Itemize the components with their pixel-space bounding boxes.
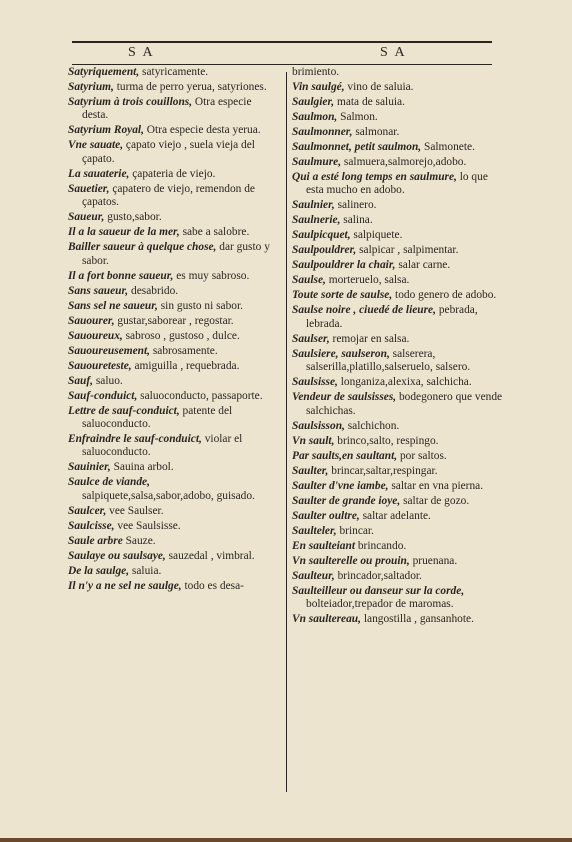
entry-headword: Saulse, xyxy=(292,274,326,287)
entry-definition: salserera, salserilla,platillo,salseruelo, salsero. xyxy=(306,347,471,374)
entry-definition: Salmonete. xyxy=(421,141,475,153)
entry-definition: sin gusto ni sabor. xyxy=(157,299,244,312)
entry-headword: Il a fort bonne saueur, xyxy=(68,269,174,282)
dictionary-entry xyxy=(292,126,504,139)
entry-headword: Saulse noire , ciuedé de lieure, xyxy=(292,304,436,317)
dictionary-entry xyxy=(292,435,504,448)
entry-definition: brincando. xyxy=(355,539,407,552)
entry-definition: desabrido. xyxy=(128,284,179,297)
dictionary-entry xyxy=(68,183,280,210)
page-edge xyxy=(0,838,572,842)
dictionary-entry xyxy=(292,495,504,508)
column-divider xyxy=(286,72,287,792)
entry-definition: salmuera,salmorejo,adobo. xyxy=(341,156,467,168)
dictionary-entry xyxy=(68,535,280,548)
entry-definition: salchichon. xyxy=(344,419,400,432)
entry-headword: Saulcisse, xyxy=(68,519,115,532)
dictionary-entry xyxy=(292,465,504,478)
entry-headword: Saulnerie, xyxy=(292,214,341,227)
entry-definition: sauzedal , vimbral. xyxy=(165,549,255,562)
entry-definition: saluo. xyxy=(93,374,123,387)
entry-definition: brincar. xyxy=(336,524,374,537)
entry-headword: Il a la saueur de la mer, xyxy=(68,226,180,239)
header-left: S A xyxy=(128,45,155,60)
entry-definition: Otra especie desta. xyxy=(82,96,252,122)
entry-definition: mata de saluia. xyxy=(334,96,405,108)
entry-headword: Saulpouldrer, xyxy=(292,244,357,257)
entry-headword: Sauinier, xyxy=(68,461,111,474)
dictionary-entry xyxy=(292,96,504,109)
entry-headword: Vin saulgé, xyxy=(292,81,345,93)
entry-definition: es muy sabroso. xyxy=(173,269,250,282)
header-rule-bottom xyxy=(72,64,492,65)
entry-headword: Saulsisse, xyxy=(292,376,338,389)
entry-definition: sabroso , gustoso , dulce. xyxy=(122,329,240,342)
dictionary-entry xyxy=(292,156,504,169)
dictionary-entry xyxy=(68,390,280,403)
entry-definition: brincador,saltador. xyxy=(334,569,422,582)
entry-definition: çapato viejo , suela vieja del çapato. xyxy=(82,139,255,165)
entry-definition: lo que esta mucho en adobo. xyxy=(306,171,488,197)
dictionary-entry xyxy=(68,375,280,388)
entry-definition: longaniza,alexixa, salchicha. xyxy=(337,376,472,389)
entry-definition: Sauina arbol. xyxy=(110,461,174,474)
entry-definition: saluia. xyxy=(129,564,162,577)
entry-headword: Satyrium à trois couillons, xyxy=(68,96,193,108)
dictionary-entry xyxy=(292,66,504,79)
entry-definition: salinero. xyxy=(334,199,377,212)
entry-definition: Otra especie desta yerua. xyxy=(143,124,261,137)
dictionary-entry xyxy=(292,585,504,612)
dictionary-entry xyxy=(68,315,280,328)
entry-headword: Saulteur, xyxy=(292,569,335,582)
entry-definition: patente del saluoconducto. xyxy=(82,404,233,431)
entry-headword: Vne sauate, xyxy=(68,139,124,152)
dictionary-entry xyxy=(68,580,280,593)
dictionary-entry xyxy=(68,476,280,503)
dictionary-entry xyxy=(68,330,280,343)
dictionary-entry xyxy=(292,199,504,212)
entry-definition: pebrada, lebrada. xyxy=(306,304,478,330)
entry-definition: vee Saulsisse. xyxy=(114,519,181,532)
dictionary-entry xyxy=(68,66,280,79)
entry-headword: Toute sorte de saulse, xyxy=(292,289,393,302)
dictionary-entry xyxy=(292,214,504,227)
entry-headword: Saulce de viande, xyxy=(68,476,150,489)
entry-headword: Saulter d'vne iambe, xyxy=(292,479,389,492)
header-rule-top xyxy=(72,41,492,43)
dictionary-entry xyxy=(68,433,280,460)
dictionary-entry xyxy=(68,241,280,268)
entry-definition: satyricamente. xyxy=(139,66,209,78)
entry-definition: todo genero de adobo. xyxy=(392,289,497,302)
entry-definition: saltar adelante. xyxy=(359,509,431,522)
entry-headword: Sauetier, xyxy=(68,182,110,195)
dictionary-entry xyxy=(68,96,280,123)
entry-definition: salmonar. xyxy=(352,126,400,138)
dictionary-entry xyxy=(292,259,504,272)
entry-definition: brincar,saltar,respingar. xyxy=(328,464,438,477)
header-right: S A xyxy=(380,45,407,60)
entry-definition: salar carne. xyxy=(395,259,451,272)
entry-headword: Vendeur de saulsisses, xyxy=(292,391,397,404)
entry-headword: Saulter, xyxy=(292,464,329,477)
entry-headword: Sans saueur, xyxy=(68,284,129,297)
dictionary-entry xyxy=(292,391,504,418)
entry-headword: Saulnier, xyxy=(292,199,335,212)
running-header xyxy=(0,45,572,63)
entry-definition: çapatero de viejo, remendon de çapatos. xyxy=(82,182,255,209)
entry-definition: salpicar , salpimentar. xyxy=(356,244,459,257)
entry-headword: Saulmon, xyxy=(292,111,338,123)
dictionary-entry xyxy=(68,81,280,94)
entry-headword: Enfraindre le sauf-conduict, xyxy=(68,433,202,446)
entry-definition: dar gusto y sabor. xyxy=(82,241,270,267)
dictionary-entry xyxy=(292,555,504,568)
entry-headword: Saulcer, xyxy=(68,504,107,517)
entry-definition: pruenana. xyxy=(409,554,458,567)
dictionary-entry xyxy=(292,510,504,523)
entry-definition: gusto,sabor. xyxy=(104,211,162,224)
entry-headword: Saulter de grande ioye, xyxy=(292,494,401,507)
dictionary-entry xyxy=(292,333,504,346)
entry-headword: Satyriquement, xyxy=(68,66,140,78)
entry-headword: Satyrium Royal, xyxy=(68,124,144,137)
entry-headword: Saulsisson, xyxy=(292,419,345,432)
dictionary-entry xyxy=(68,270,280,283)
entry-headword: Sauourer, xyxy=(68,314,115,327)
entry-definition: Sauze. xyxy=(122,534,156,547)
entry-definition: sabe a salobre. xyxy=(179,226,250,239)
dictionary-entry xyxy=(292,111,504,124)
entry-headword: Bailler saueur à quelque chose, xyxy=(68,241,217,254)
dictionary-entry xyxy=(68,226,280,239)
entry-headword: La sauaterie, xyxy=(68,167,130,180)
dictionary-entry xyxy=(68,285,280,298)
entry-definition: bodegonero que vende salchichas. xyxy=(306,391,503,417)
dictionary-entry xyxy=(292,229,504,242)
dictionary-entry xyxy=(68,360,280,373)
dictionary-entry xyxy=(68,211,280,224)
entry-definition: turma de perro yerua, satyriones. xyxy=(113,81,267,93)
dictionary-entry xyxy=(68,520,280,533)
entry-headword: Sauoureteste, xyxy=(68,359,132,372)
dictionary-entry xyxy=(68,124,280,137)
dictionary-entry xyxy=(292,304,504,331)
entry-definition: salpiquete,salsa,sabor,adobo, guisado. xyxy=(82,489,255,502)
entry-headword: Saulteler, xyxy=(292,524,337,537)
entry-definition: Salmon. xyxy=(337,111,378,123)
dictionary-entry xyxy=(68,565,280,578)
entry-headword: Lettre de sauf-conduict, xyxy=(68,404,180,417)
entry-definition: sabrosamente. xyxy=(149,344,218,357)
entry-headword: Satyrium, xyxy=(68,81,114,93)
entry-headword: Il n'y a ne sel ne saulge, xyxy=(68,579,182,592)
entry-headword: Saulsiere, saulseron, xyxy=(292,347,390,360)
entry-headword: Saulmonner, xyxy=(292,126,353,138)
entry-definition: bolteiador,trepador de maromas. xyxy=(306,598,454,611)
entry-headword: Vn saultereau, xyxy=(292,613,361,626)
dictionary-entry xyxy=(68,461,280,474)
dictionary-entry xyxy=(68,139,280,166)
dictionary-entry xyxy=(292,289,504,302)
entry-headword: Vn sault, xyxy=(292,434,335,447)
dictionary-entry xyxy=(292,376,504,389)
entry-headword: Saulpicquet, xyxy=(292,229,351,242)
entry-headword: Par saults,en saultant, xyxy=(292,449,398,462)
entry-headword: Vn saulterelle ou prouin, xyxy=(292,554,410,567)
dictionary-entry xyxy=(68,345,280,358)
entry-definition: violar el saluoconducto. xyxy=(82,433,243,459)
entry-headword: Qui a esté long temps en saulmure, xyxy=(292,171,457,183)
dictionary-entry xyxy=(68,505,280,518)
dictionary-entry xyxy=(292,450,504,463)
dictionary-entry xyxy=(292,525,504,538)
entry-definition: langostilla , gansanhote. xyxy=(361,613,474,626)
entry-definition: vino de saluia. xyxy=(344,81,414,93)
entry-headword: Saulter oultre, xyxy=(292,509,360,522)
dictionary-entry xyxy=(292,348,504,375)
entry-definition: vee Saulser. xyxy=(106,504,164,517)
entry-headword: Sauf, xyxy=(68,374,94,387)
dictionary-entry xyxy=(292,480,504,493)
dictionary-entry xyxy=(292,420,504,433)
entry-headword: Saueur, xyxy=(68,211,105,224)
dictionary-entry xyxy=(292,81,504,94)
dictionary-entry xyxy=(292,141,504,154)
dictionary-entry xyxy=(68,405,280,432)
entry-headword: Sans sel ne saueur, xyxy=(68,299,158,312)
dictionary-entry xyxy=(68,168,280,181)
dictionary-entry xyxy=(292,570,504,583)
right-column xyxy=(292,66,504,628)
entry-definition: amiguilla , requebrada. xyxy=(131,359,240,372)
entry-headword: Saulmonnet, petit saulmon, xyxy=(292,141,422,153)
dictionary-entry xyxy=(292,613,504,626)
entry-definition: saltar en vna pierna. xyxy=(388,479,484,492)
entry-headword: Sauoureusement, xyxy=(68,344,150,357)
entry-headword: Saulgier, xyxy=(292,96,335,108)
entry-definition: gustar,saborear , regostar. xyxy=(114,314,234,327)
entry-headword: Saulser, xyxy=(292,332,330,345)
dictionary-entry xyxy=(292,244,504,257)
entry-headword: Sauf-conduict, xyxy=(68,389,138,402)
entry-headword: En saulteiant xyxy=(292,539,355,552)
dictionary-entry xyxy=(292,274,504,287)
entry-definition: salpiquete. xyxy=(350,229,403,242)
dictionary-entry xyxy=(292,171,504,198)
dictionary-entry xyxy=(68,300,280,313)
entry-definition: brinco,salto, respingo. xyxy=(334,434,439,447)
entry-definition: çapateria de viejo. xyxy=(129,167,216,180)
entry-definition: saluoconducto, passaporte. xyxy=(137,389,263,402)
entry-headword: Saulpouldrer la chair, xyxy=(292,259,396,272)
entry-definition: brimiento. xyxy=(292,66,340,78)
entry-headword: Saulteilleur ou danseur sur la corde, xyxy=(292,584,465,597)
dictionary-entry xyxy=(68,550,280,563)
entry-headword: Saulmure, xyxy=(292,156,342,168)
entry-headword: De la saulge, xyxy=(68,564,130,577)
entry-definition: remojar en salsa. xyxy=(329,332,410,345)
entry-definition: por saltos. xyxy=(397,449,447,462)
entry-definition: morteruelo, salsa. xyxy=(325,274,410,287)
entry-headword: Saule arbre xyxy=(68,534,123,547)
left-column xyxy=(68,66,280,595)
entry-headword: Saulaye ou saulsaye, xyxy=(68,549,166,562)
entry-definition: salina. xyxy=(340,214,373,227)
entry-definition: saltar de gozo. xyxy=(400,494,470,507)
entry-definition: todo es desa- xyxy=(181,579,244,592)
entry-headword: Sauoureux, xyxy=(68,329,123,342)
dictionary-entry xyxy=(292,540,504,553)
